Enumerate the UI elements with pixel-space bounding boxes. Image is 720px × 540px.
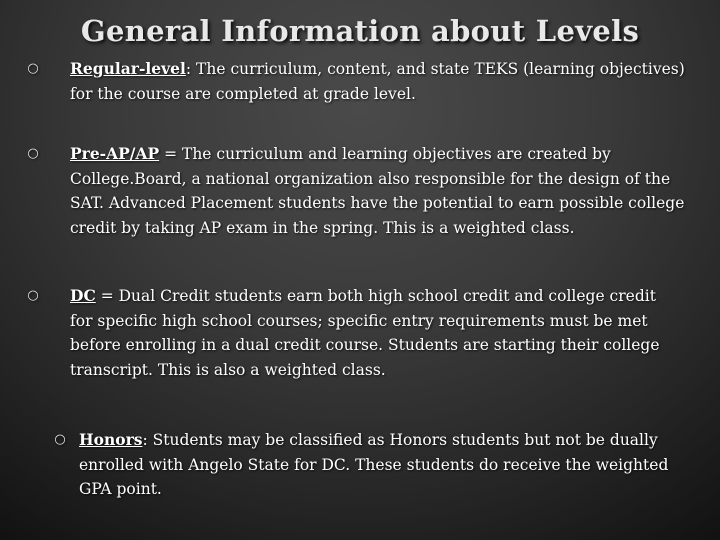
bullet-honors (54, 428, 685, 502)
bullet-separator: = (159, 145, 178, 163)
bullet-term: Pre-AP/AP (70, 144, 160, 163)
bullet-regular-level (27, 57, 685, 106)
bullet-separator: = (95, 287, 114, 305)
bullet-text: Students may be classified as Honors students but not be dually enrolled with Angelo State for DC. These students do receive the weighted GPA point. (79, 431, 669, 498)
bullet-text: The curriculum, content, and state TEKS (learning objectives) for the course are completed at grade level. (70, 60, 685, 103)
bullet-term: Regular-level (70, 59, 186, 78)
bullet-term: DC (70, 286, 96, 305)
bullet-marker-icon: ○ (27, 288, 39, 303)
bullet-separator: : (185, 60, 192, 78)
bullet-dual-credit (27, 284, 670, 382)
bullet-separator: : (142, 431, 148, 449)
slide-title: General Information about Levels (80, 14, 640, 48)
bullet-term: Honors (79, 430, 143, 449)
bullet-marker-icon: ○ (27, 61, 39, 76)
bullet-text: Dual Credit students earn both high school credit and college credit for specific high school courses; specific entry requirements must be met before enrolling in a dual credit course. Students are starting their college transcript. This is also a weighted class. (70, 287, 660, 379)
bullet-pre-ap (27, 142, 685, 240)
bullet-marker-icon: ○ (27, 146, 39, 161)
bullet-text: The curriculum and learning objectives are created by College.Board, a national organization also responsible for the design of the SAT. Advanced Placement students have the potential to earn possible college credit by taking AP exam in the spring. This is a weighted class. (70, 145, 685, 237)
bullet-marker-icon: ○ (54, 432, 66, 447)
